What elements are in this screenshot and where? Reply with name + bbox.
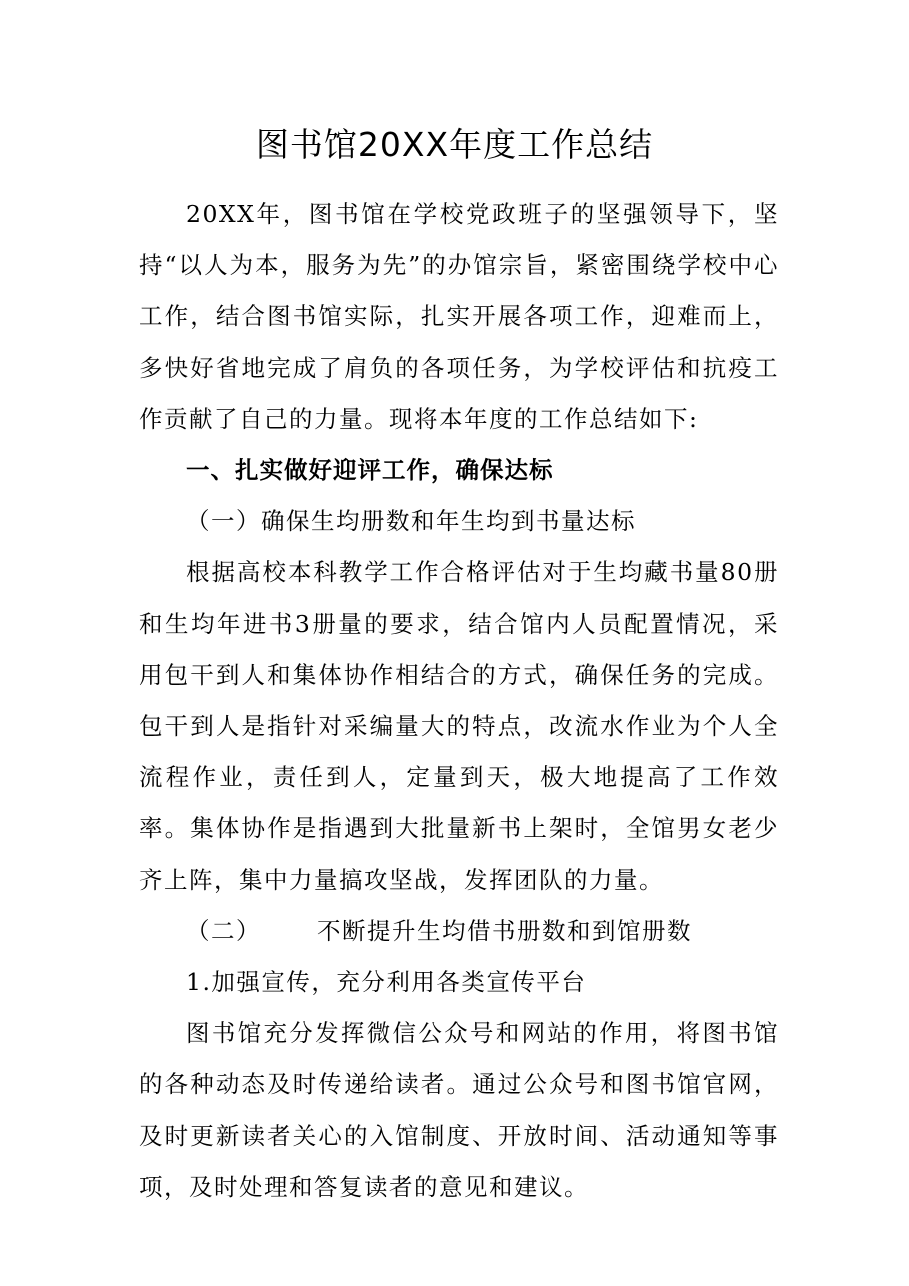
subsection-heading: （一）确保生均册数和年生均到书量达标 <box>186 507 636 536</box>
document-title: 图书馆20XX年度工作总结 <box>255 125 654 164</box>
document-body <box>139 189 779 1213</box>
intro-paragraph: 20XX年，图书馆在学校党政班子的坚强领导下，坚持“以人为本，服务为先”的办馆宗旨，紧密围绕学校中心工作，结合图书馆实际，扎实开展各项工作，迎难而上，多快好省地完成了肩负的各项任务，为学校评估和抗疫工作贡献了自己的力量。现将本年度的工作总结如下: <box>139 200 779 433</box>
subsection-heading-2 <box>139 906 779 957</box>
subsection-label: （二） <box>186 916 261 945</box>
item-paragraph: 图书馆充分发挥微信公众号和网站的作用，将图书馆的各种动态及时传递给读者。通过公众号和图书馆官网，及时更新读者关心的入馆制度、开放时间、活动通知等事项，及时处理和答复读者的意见和建议。 <box>139 1019 779 1201</box>
subsection-title: 不断提升生均借书册数和到馆册数 <box>317 916 692 945</box>
subsection-paragraph: 根据高校本科教学工作合格评估对于生均藏书量80册和生均年进书3册量的要求，结合馆内人员配置情况，采用包干到人和集体协作相结合的方式，确保任务的完成。包干到人是指针对采编量大的特点，改流水作业为个人全流程作业，责任到人，定量到天，极大地提高了工作效率。集体协作是指遇到大批量新书上架时，全馆男女老少齐上阵，集中力量搞攻坚战，发挥团队的力量。 <box>139 558 779 894</box>
item-heading: 1.加强宣传，充分利用各类宣传平台 <box>186 968 587 997</box>
section-heading: 一、扎实做好迎评工作，确保达标 <box>186 456 554 485</box>
